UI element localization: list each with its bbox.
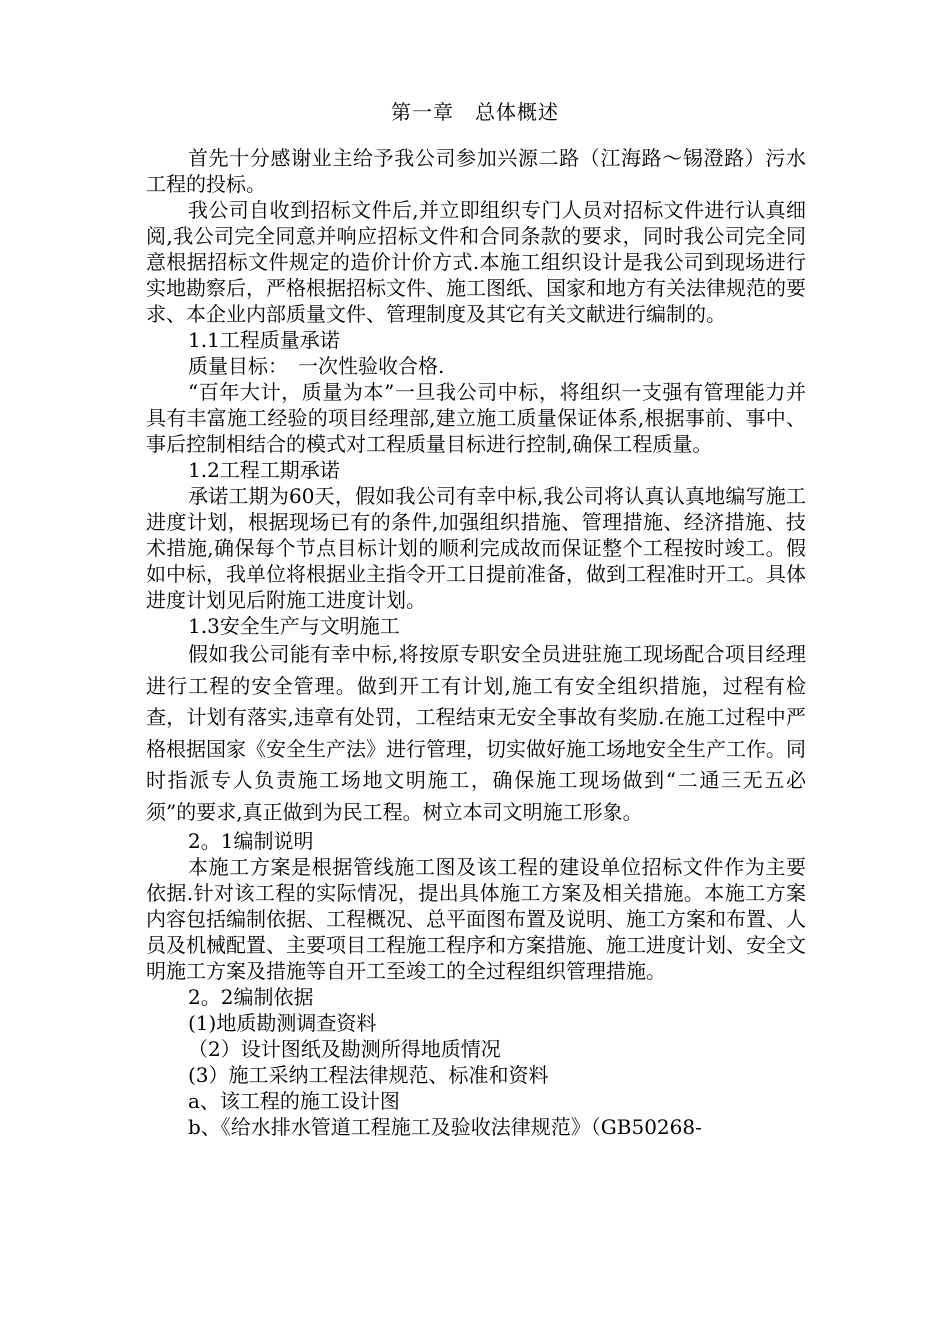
- section-1-3-heading: 1.3安全生产与文明施工: [188, 614, 400, 638]
- section-1-2-text: 承诺工期为60天，假如我公司有幸中标,我公司将认真认真地编写施工进度计划，根据现场已有的条件,加强组织措施、管理措施、经济措施、技术措施,确保每个节点目标计划的顺利完成故而保证整个工程按时竣工。假如中标，我单位将根据业主指令开工日提前准备，做到工程准时开工。具体进度计划见后附施工进度计划。: [146, 484, 806, 612]
- section-2-2-heading: 2。2编制依据: [188, 985, 314, 1009]
- section-1-2-heading: 1.2工程工期承诺: [188, 458, 340, 482]
- intro-paragraph-2: 我公司自收到招标文件后,并立即组织专门人员对招标文件进行认真细阅,我公司完全同意并响应招标文件和合同条款的要求，同时我公司完全同意根据招标文件规定的造价计价方式.本施工组织设计是我公司到现场进行实地勘察后，严格根据招标文件、施工图纸、国家和地方有关法律规范的要求、本企业内部质量文件、管理制度及其它有关文献进行编制的。: [146, 198, 806, 326]
- section-1-3-text: 假如我公司能有幸中标,将按原专职安全员进驻施工现场配合项目经理进行工程的安全管理。做到开工有计划,施工有安全组织措施，过程有检查，计划有落实,违章有处罚，工程结束无安全事故有奖励.在施工过程中严格根据国家《安全生产法》进行管理，切实做好施工场地安全生产工作。同时指派专人负责施工场地文明施工，确保施工现场做到“二通三无五必须”的要求,真正做到为民工程。树立本司文明施工形象。: [146, 642, 806, 824]
- basis-item-b: b、《给水排水管道工程施工及验收法律规范》（GB50268-: [188, 1115, 702, 1139]
- document-body: [146, 145, 806, 1140]
- basis-item-3: (3）施工采纳工程法律规范、标准和资料: [188, 1063, 549, 1087]
- basis-item-2: （2）设计图纸及勘测所得地质情况: [188, 1037, 501, 1061]
- section-1-1-heading: 1.1工程质量承诺: [188, 328, 340, 352]
- chapter-title: 第一章 总体概述: [391, 100, 559, 124]
- section-2-1-heading: 2。1编制说明: [188, 829, 314, 853]
- basis-item-1: (1)地质勘测调查资料: [188, 1011, 377, 1035]
- quality-target: 质量目标： 一次性验收合格.: [188, 354, 445, 378]
- basis-item-a: a、该工程的施工设计图: [188, 1089, 400, 1113]
- section-1-1-text: “百年大计，质量为本”一旦我公司中标，将组织一支强有管理能力并具有丰富施工经验的项目经理部,建立施工质量保证体系,根据事前、事中、事后控制相结合的模式对工程质量目标进行控制,确保工程质量。: [146, 380, 806, 456]
- section-2-1-text: 本施工方案是根据管线施工图及该工程的建设单位招标文件作为主要依据.针对该工程的实际情况，提出具体施工方案及相关措施。本施工方案内容包括编制依据、工程概况、总平面图布置及说明、施工方案和布置、人员及机械配置、主要项目工程施工程序和方案措施、施工进度计划、安全文明施工方案及措施等自开工至竣工的全过程组织管理措施。: [146, 855, 806, 983]
- intro-paragraph-1: 首先十分感谢业主给予我公司参加兴源二路（江海路～锡澄路）污水工程的投标。: [146, 146, 806, 196]
